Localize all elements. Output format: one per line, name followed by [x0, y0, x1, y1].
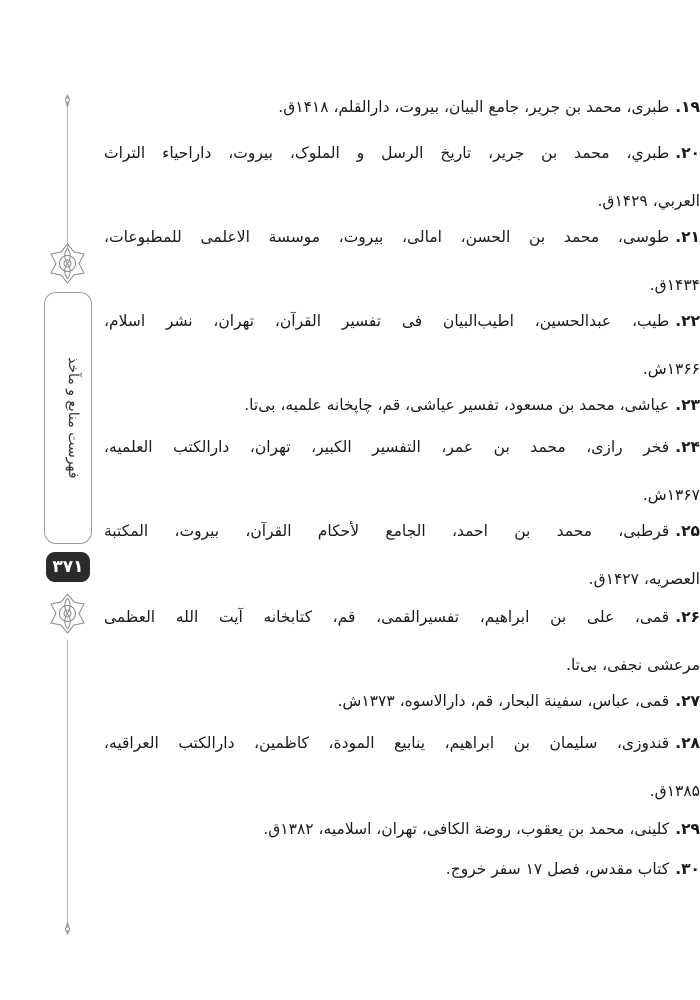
bibliography-entry-continuation — [104, 570, 700, 588]
bibliography-entry-continuation — [104, 360, 700, 378]
bibliography-entry-continuation — [104, 782, 700, 800]
entry-text: طبری، محمد بن جریر، جامع البیان، بیروت، دارالقلم، ۱۴۱۸ق. — [278, 98, 670, 116]
page-number-badge: ۳۷۱ — [46, 552, 90, 582]
entry-number: ۲۶. — [675, 608, 700, 626]
entry-number: ۲۳. — [675, 396, 700, 414]
entry-text: العربي، ۱۴۲۹ق. — [597, 192, 700, 210]
entry-number: ۲۱. — [675, 228, 700, 246]
bibliography-entry-continuation — [104, 486, 700, 504]
finial-ornament-icon — [60, 920, 75, 935]
entry-number: ۲۸. — [675, 734, 700, 752]
entry-text: ۱۳۸۵ق. — [649, 782, 700, 800]
entry-number: ۲۷. — [675, 692, 700, 710]
bibliography-entry — [104, 522, 700, 540]
chapter-side-panel — [44, 292, 92, 544]
bibliography-entry — [104, 692, 700, 710]
entry-number: ۲۲. — [675, 312, 700, 330]
rosette-ornament-icon — [46, 592, 89, 635]
entry-number: ۳۰. — [675, 860, 700, 878]
bibliography-entry-continuation — [104, 656, 700, 674]
bibliography-entry — [104, 438, 700, 456]
entry-number: ۲۰. — [675, 144, 700, 162]
entry-number: ۲۹. — [675, 820, 700, 838]
entry-text: قمی، علی بن ابراهیم، تفسیرالقمی، قم، کتابخانه آیت الله العظمی — [104, 608, 670, 626]
bibliography-entry — [104, 228, 700, 246]
bibliography-entry-continuation — [104, 192, 700, 210]
entry-text: طوسی، محمد بن الحسن، امالی، بیروت، موسسة الاعلمی للمطبوعات، — [104, 228, 670, 246]
bibliography-entry — [104, 608, 700, 626]
entry-text: کتاب مقدس، فصل ۱۷ سفر خروج. — [445, 860, 670, 878]
margin-rule-bottom — [67, 640, 68, 930]
entry-number: ۱۹. — [675, 98, 700, 116]
finial-ornament-icon — [60, 94, 75, 109]
entry-text: قندوزی، سلیمان بن ابراهیم، ینابیع المودة، کاظمین، دارالکتب العراقیه، — [104, 734, 670, 752]
entry-text: العصریه، ۱۴۲۷ق. — [588, 570, 700, 588]
entry-number: ۲۵. — [675, 522, 700, 540]
bibliography-entry — [104, 98, 700, 116]
entry-number: ۲۴. — [675, 438, 700, 456]
bibliography-entry — [104, 734, 700, 752]
entry-text: قرطبی، محمد بن احمد، الجامع لأحکام القرآن، بیروت، المکتبة — [104, 522, 670, 540]
bibliography-entry — [104, 820, 700, 838]
bibliography-entry — [104, 860, 700, 878]
bibliography-entry — [104, 144, 700, 162]
entry-text: طیب، عبدالحسین، اطیب‌البیان فی تفسیر القرآن، تهران، نشر اسلام، — [104, 312, 670, 330]
entry-text: ۱۳۶۷ش. — [642, 486, 700, 504]
chapter-title: فهرست منابع و مآخذ — [65, 357, 81, 479]
entry-text: ۱۴۳۴ق. — [649, 276, 700, 294]
entry-text: طبري، محمد بن جرير، تاريخ الرسل و الملوک، بيروت، داراحياء التراث — [104, 144, 670, 162]
margin-rule-top — [67, 108, 68, 248]
entry-text: قمی، عباس، سفینة البحار، قم، دارالاسوه، ۱۳۷۳ش. — [337, 692, 670, 710]
entry-text: فخر رازی، محمد بن عمر، التفسیر الکبیر، تهران، دارالکتب العلمیه، — [104, 438, 670, 456]
entry-text: مرعشی نجفی، بی‌تا. — [566, 656, 700, 674]
entry-text: کلینی، محمد بن یعقوب، روضة الکافی، تهران، اسلامیه، ۱۳۸۲ق. — [263, 820, 670, 838]
rosette-ornament-icon — [46, 242, 89, 285]
entry-text: ۱۳۶۶ش. — [642, 360, 700, 378]
bibliography-entry-continuation — [104, 276, 700, 294]
entry-text: عیاشی، محمد بن مسعود، تفسیر عیاشی، قم، چاپخانه علمیه، بی‌تا. — [244, 396, 670, 414]
bibliography-entry — [104, 396, 700, 414]
bibliography-entry — [104, 312, 700, 330]
